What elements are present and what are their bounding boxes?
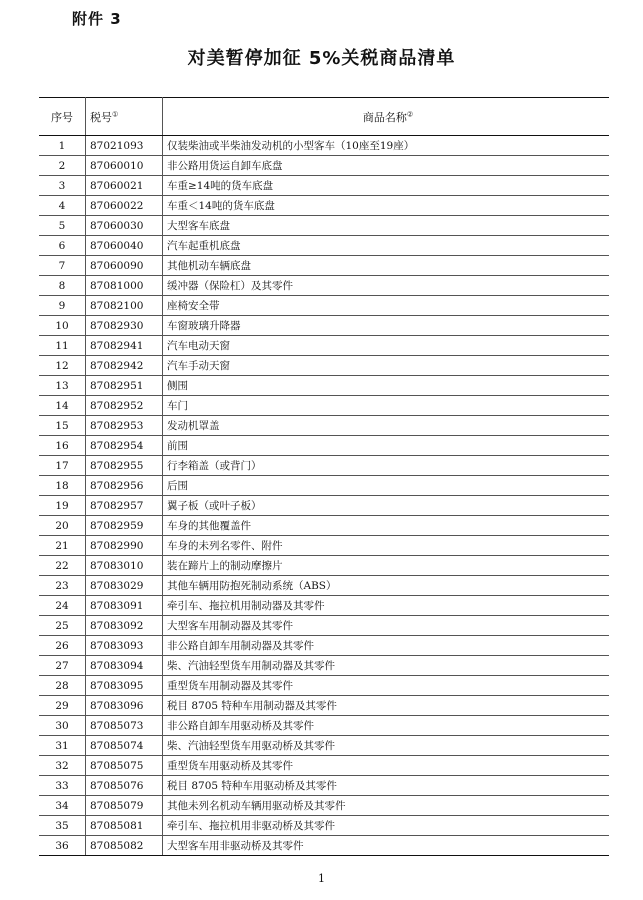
row-code: 87085081 [86, 816, 163, 836]
row-code: 87082959 [86, 516, 163, 536]
table-row [39, 476, 609, 496]
row-code: 87085076 [86, 776, 163, 796]
row-index: 23 [39, 576, 86, 596]
table-row [39, 716, 609, 736]
row-name: 缓冲器（保险杠）及其零件 [163, 276, 610, 296]
row-code: 87082952 [86, 396, 163, 416]
row-index: 21 [39, 536, 86, 556]
row-index: 25 [39, 616, 86, 636]
row-code: 87082951 [86, 376, 163, 396]
table-row [39, 256, 609, 276]
row-name: 重型货车用驱动桥及其零件 [163, 756, 610, 776]
row-name: 非公路自卸车用驱动桥及其零件 [163, 716, 610, 736]
table-row [39, 216, 609, 236]
row-code: 87083096 [86, 696, 163, 716]
attachment-label: 附件 3 [72, 10, 122, 28]
row-code: 87085079 [86, 796, 163, 816]
row-name: 车窗玻璃升降器 [163, 316, 610, 336]
header-name-note: ② [406, 109, 414, 118]
row-code: 87083093 [86, 636, 163, 656]
row-index: 36 [39, 836, 86, 856]
row-name: 车重＜14吨的货车底盘 [163, 196, 610, 216]
table-row [39, 736, 609, 756]
row-index: 13 [39, 376, 86, 396]
row-code: 87082955 [86, 456, 163, 476]
row-code: 87060022 [86, 196, 163, 216]
row-index: 14 [39, 396, 86, 416]
row-index: 3 [39, 176, 86, 196]
row-code: 87083091 [86, 596, 163, 616]
table-row [39, 176, 609, 196]
row-name: 非公路用货运自卸车底盘 [163, 156, 610, 176]
row-name: 车身的未列名零件、附件 [163, 536, 610, 556]
row-index: 5 [39, 216, 86, 236]
row-name: 大型客车用制动器及其零件 [163, 616, 610, 636]
row-name: 柴、汽油轻型货车用驱动桥及其零件 [163, 736, 610, 756]
row-name: 其他未列名机动车辆用驱动桥及其零件 [163, 796, 610, 816]
row-code: 87083094 [86, 656, 163, 676]
table-row [39, 396, 609, 416]
row-name: 仅装柴油或半柴油发动机的小型客车（10座至19座） [163, 136, 610, 156]
row-name: 柴、汽油轻型货车用制动器及其零件 [163, 656, 610, 676]
header-index: 序号 [39, 98, 86, 136]
row-index: 24 [39, 596, 86, 616]
row-name: 非公路自卸车用制动器及其零件 [163, 636, 610, 656]
row-index: 20 [39, 516, 86, 536]
row-name: 牵引车、拖拉机用制动器及其零件 [163, 596, 610, 616]
table-row [39, 456, 609, 476]
row-index: 9 [39, 296, 86, 316]
row-index: 22 [39, 556, 86, 576]
table-row [39, 836, 609, 856]
table-row [39, 416, 609, 436]
row-index: 8 [39, 276, 86, 296]
row-name: 侧围 [163, 376, 610, 396]
row-code: 87082942 [86, 356, 163, 376]
row-code: 87083092 [86, 616, 163, 636]
header-code: 税号① [86, 98, 163, 136]
row-name: 翼子板（或叶子板） [163, 496, 610, 516]
row-code: 87082953 [86, 416, 163, 436]
row-code: 87082990 [86, 536, 163, 556]
row-code: 87085075 [86, 756, 163, 776]
row-index: 30 [39, 716, 86, 736]
row-name: 其他车辆用防抱死制动系统（ABS） [163, 576, 610, 596]
row-code: 87060040 [86, 236, 163, 256]
table-row [39, 336, 609, 356]
row-index: 35 [39, 816, 86, 836]
table-row [39, 136, 609, 156]
table-row [39, 656, 609, 676]
row-index: 18 [39, 476, 86, 496]
row-index: 32 [39, 756, 86, 776]
row-index: 2 [39, 156, 86, 176]
row-index: 29 [39, 696, 86, 716]
table-row [39, 376, 609, 396]
row-code: 87082100 [86, 296, 163, 316]
table-row [39, 276, 609, 296]
row-name: 大型客车用非驱动桥及其零件 [163, 836, 610, 856]
table-row [39, 316, 609, 336]
row-code: 87060030 [86, 216, 163, 236]
row-index: 1 [39, 136, 86, 156]
table-row [39, 776, 609, 796]
table-row [39, 616, 609, 636]
row-name: 汽车起重机底盘 [163, 236, 610, 256]
row-index: 28 [39, 676, 86, 696]
row-code: 87085073 [86, 716, 163, 736]
table-row [39, 556, 609, 576]
row-name: 牵引车、拖拉机用非驱动桥及其零件 [163, 816, 610, 836]
header-name: 商品名称② [163, 98, 610, 136]
row-code: 87085074 [86, 736, 163, 756]
table-row [39, 156, 609, 176]
table-row [39, 516, 609, 536]
row-name: 重型货车用制动器及其零件 [163, 676, 610, 696]
row-name: 车门 [163, 396, 610, 416]
document-title: 对美暂停加征 5%关税商品清单 [187, 48, 456, 69]
row-name: 税目 8705 特种车用制动器及其零件 [163, 696, 610, 716]
row-code: 87083010 [86, 556, 163, 576]
table-row [39, 576, 609, 596]
row-index: 16 [39, 436, 86, 456]
row-name: 车身的其他覆盖件 [163, 516, 610, 536]
row-code: 87085082 [86, 836, 163, 856]
tariff-list-table [39, 97, 609, 856]
row-code: 87060010 [86, 156, 163, 176]
row-code: 87083029 [86, 576, 163, 596]
row-name: 装在蹄片上的制动摩擦片 [163, 556, 610, 576]
row-code: 87082930 [86, 316, 163, 336]
table-row [39, 796, 609, 816]
row-code: 87082941 [86, 336, 163, 356]
row-code: 87021093 [86, 136, 163, 156]
table-row [39, 756, 609, 776]
row-code: 87060021 [86, 176, 163, 196]
row-code: 87082954 [86, 436, 163, 456]
row-name: 后围 [163, 476, 610, 496]
row-name: 税目 8705 特种车用驱动桥及其零件 [163, 776, 610, 796]
row-index: 7 [39, 256, 86, 276]
row-name: 行李箱盖（或背门） [163, 456, 610, 476]
row-name: 汽车电动天窗 [163, 336, 610, 356]
row-code: 87082956 [86, 476, 163, 496]
table-row [39, 536, 609, 556]
table-row [39, 356, 609, 376]
row-name: 其他机动车辆底盘 [163, 256, 610, 276]
row-index: 31 [39, 736, 86, 756]
row-code: 87083095 [86, 676, 163, 696]
table-row [39, 436, 609, 456]
table-row [39, 196, 609, 216]
page-number: 1 [318, 872, 325, 885]
row-index: 33 [39, 776, 86, 796]
row-name: 车重≥14吨的货车底盘 [163, 176, 610, 196]
row-index: 27 [39, 656, 86, 676]
table-row [39, 696, 609, 716]
row-index: 19 [39, 496, 86, 516]
table-header-row [39, 98, 609, 136]
row-name: 前围 [163, 436, 610, 456]
row-index: 10 [39, 316, 86, 336]
table-row [39, 236, 609, 256]
row-index: 12 [39, 356, 86, 376]
row-index: 4 [39, 196, 86, 216]
row-code: 87081000 [86, 276, 163, 296]
row-name: 汽车手动天窗 [163, 356, 610, 376]
row-name: 大型客车底盘 [163, 216, 610, 236]
row-name: 发动机罩盖 [163, 416, 610, 436]
row-index: 6 [39, 236, 86, 256]
table-row [39, 676, 609, 696]
table-row [39, 636, 609, 656]
table-row [39, 816, 609, 836]
row-index: 17 [39, 456, 86, 476]
row-index: 34 [39, 796, 86, 816]
table-row [39, 596, 609, 616]
table-row [39, 496, 609, 516]
row-code: 87082957 [86, 496, 163, 516]
row-index: 26 [39, 636, 86, 656]
row-name: 座椅安全带 [163, 296, 610, 316]
row-code: 87060090 [86, 256, 163, 276]
table-row [39, 296, 609, 316]
row-index: 11 [39, 336, 86, 356]
header-code-note: ① [112, 109, 119, 118]
row-index: 15 [39, 416, 86, 436]
